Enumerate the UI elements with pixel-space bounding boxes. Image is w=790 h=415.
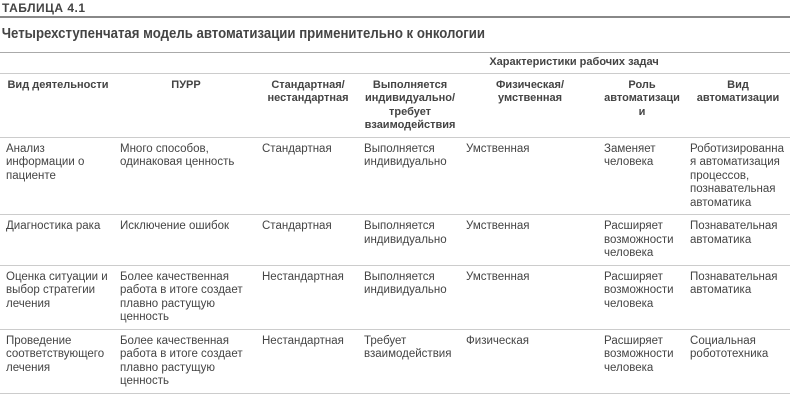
table-cell: Оценка ситуации и выбор стратегии лечения [0, 265, 114, 329]
table-cell: Умственная [460, 265, 598, 329]
table-cell: Социальная робототехника [684, 329, 790, 393]
col-header: Выполняется индивидуально/ требует взаимодействия [358, 73, 460, 137]
table-row [0, 137, 790, 215]
col-header: Физическая/умственная [460, 73, 598, 137]
table-cell: Более качественная работа в итоге создает плавно растущую ценность [114, 329, 256, 393]
table-cell: Нестандартная [256, 329, 358, 393]
table-title: Четырехступенчатая модель автоматизации применительно к онкологии [1, 25, 486, 42]
table-cell: Физическая [460, 329, 598, 393]
table-cell: Нестандартная [256, 265, 358, 329]
table-cell: Требует взаимодействия [358, 329, 460, 393]
table-cell: Выполняется индивидуально [358, 215, 460, 266]
table-cell: Умственная [460, 215, 598, 266]
table-cell: Много способов, одинаковая ценность [114, 137, 256, 215]
table-row [0, 215, 790, 266]
table-cell: Познавательная автоматика [684, 215, 790, 266]
table-cell: Расширяет возможности человека [598, 215, 684, 266]
table-cell: Познавательная автоматика [684, 265, 790, 329]
col-header: Вид автоматизации [684, 73, 790, 137]
col-header: Стандартная/ нестандартная [256, 73, 358, 137]
col-header: Роль автоматизации [598, 73, 684, 137]
table-cell: Анализ информации о пациенте [0, 137, 114, 215]
table-cell: Заменяет человека [598, 137, 684, 215]
table-cell: Стандартная [256, 137, 358, 215]
table-cell: Роботизированная автоматизация процессов, познавательная автоматика [684, 137, 790, 215]
table-cell: Выполняется индивидуально [358, 265, 460, 329]
table-cell: Стандартная [256, 215, 358, 266]
group-header: Характеристики рабочих задач [358, 53, 790, 74]
table-cell: Проведение соответствующего лечения [0, 329, 114, 393]
empty-header [0, 53, 358, 74]
col-header: Вид деятельности [0, 73, 114, 137]
table-cell: Умственная [460, 137, 598, 215]
group-header-row [0, 53, 790, 74]
table-cell: Расширяет возможности человека [598, 329, 684, 393]
header-row [0, 73, 790, 137]
table-cell: Исключение ошибок [114, 215, 256, 266]
automation-table [0, 52, 790, 394]
col-header: ПУРР [114, 73, 256, 137]
table-row [0, 265, 790, 329]
table-cell: Выполняется индивидуально [358, 137, 460, 215]
table-cell: Расширяет возможности человека [598, 265, 684, 329]
table-row [0, 329, 790, 393]
table-cell: Более качественная работа в итоге создает плавно растущую ценность [114, 265, 256, 329]
table-cell: Диагностика рака [0, 215, 114, 266]
table-label: ТАБЛИЦА 4.1 [2, 1, 86, 15]
